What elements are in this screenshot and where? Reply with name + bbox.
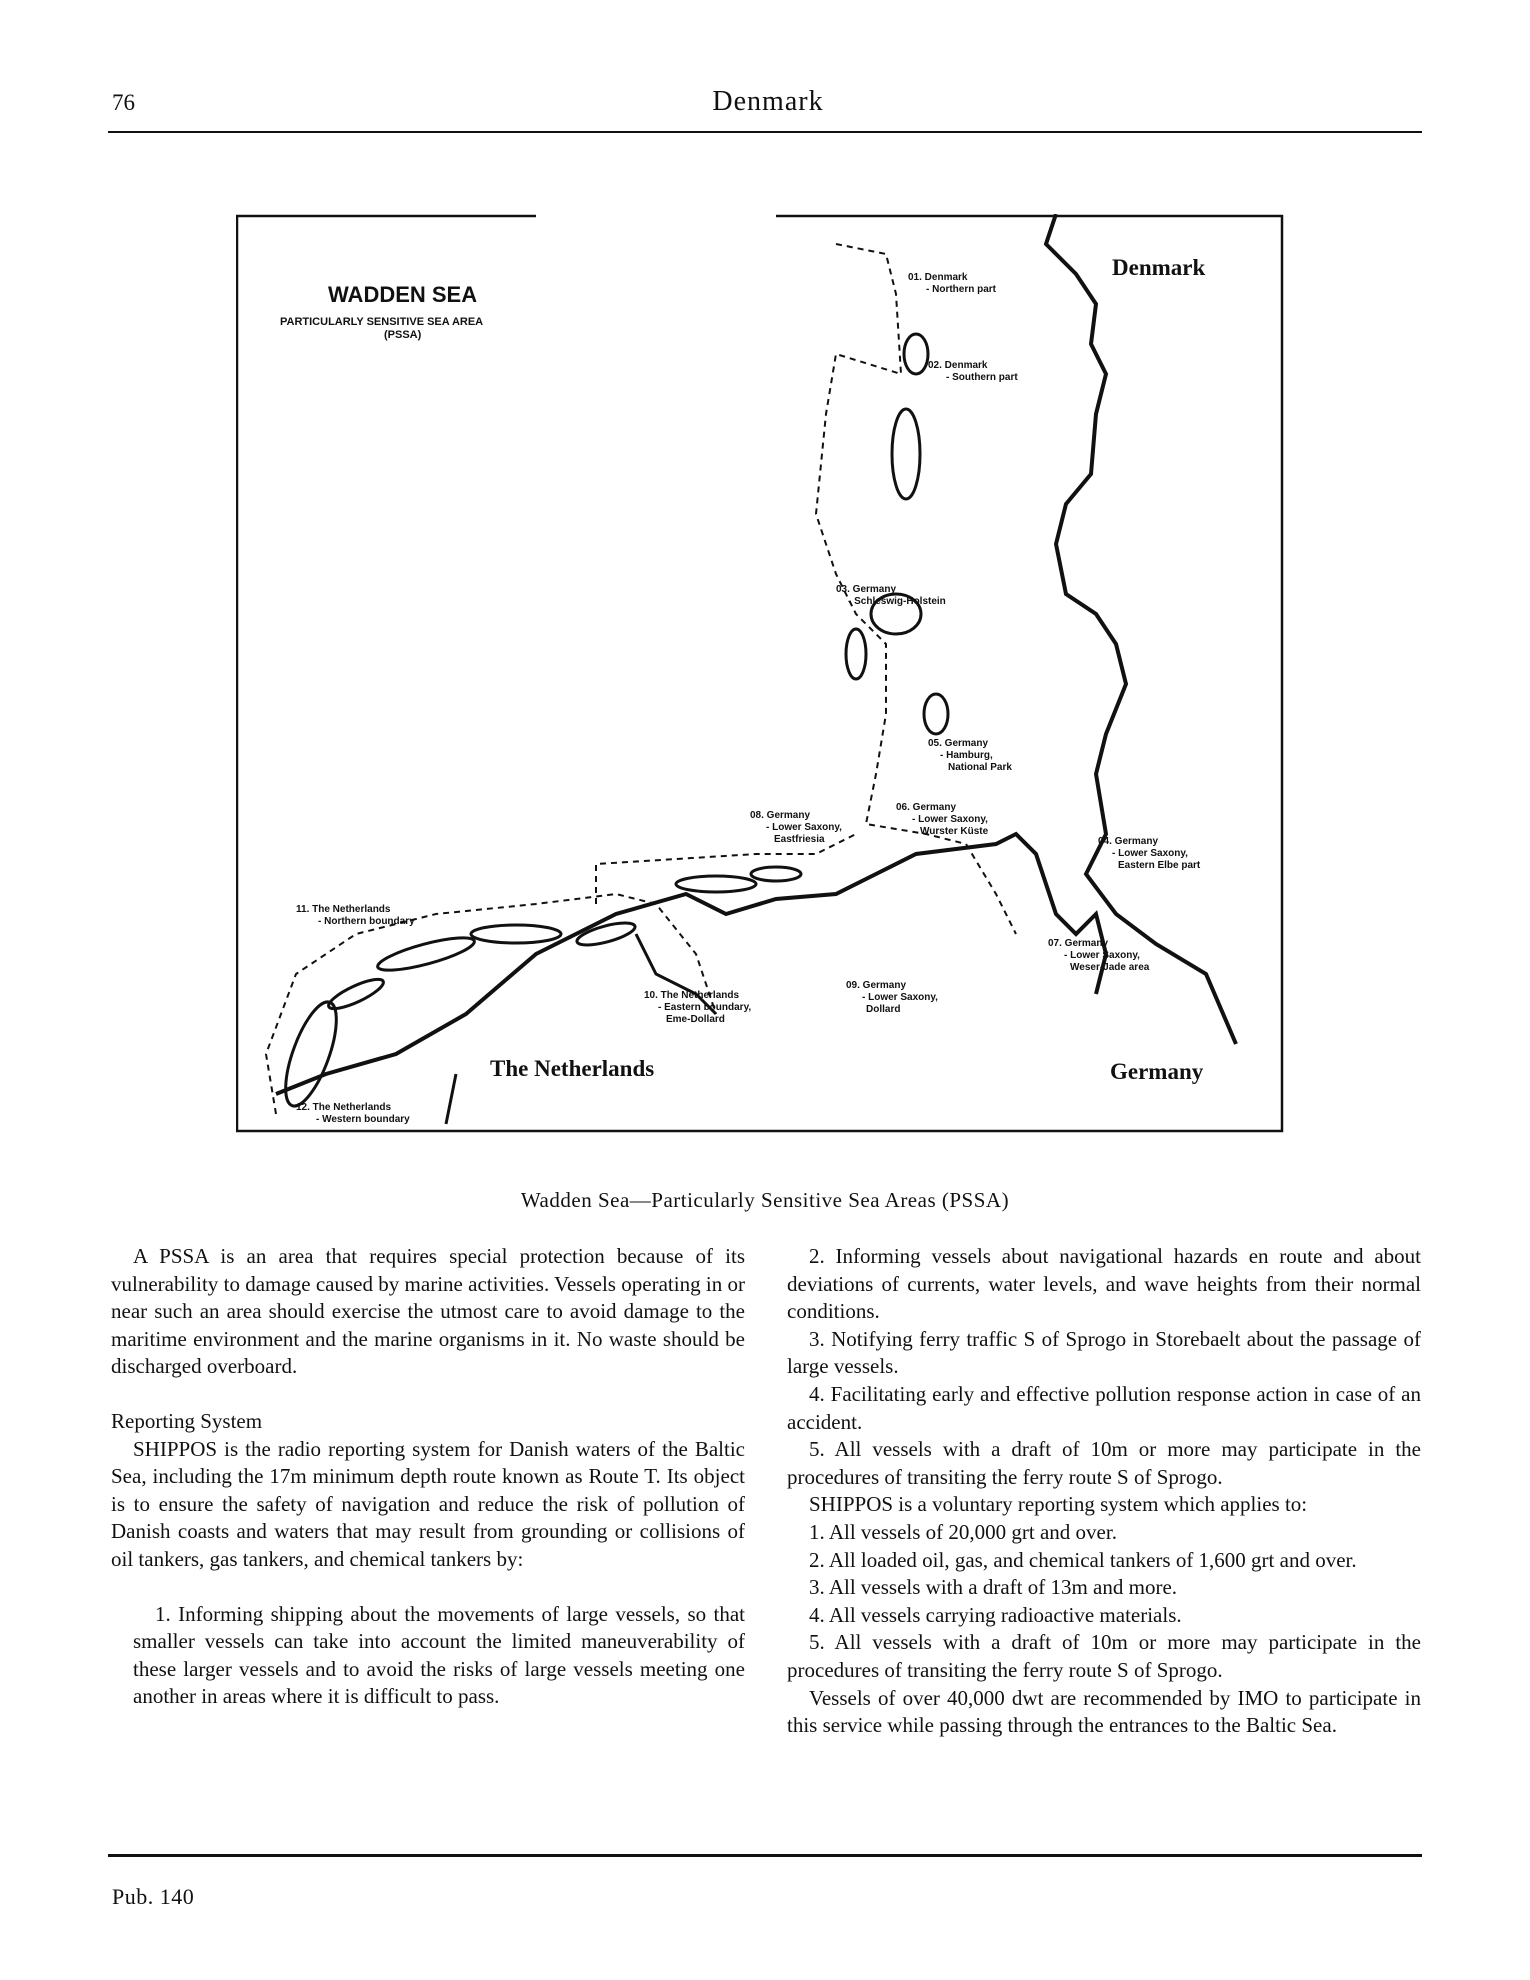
svg-text:- Lower Saxony,: - Lower Saxony, [912,814,988,825]
country-label-denmark: Denmark [1112,255,1206,280]
area-label-01 [908,272,997,295]
svg-text:09. Germany: 09. Germany [846,980,907,991]
svg-text:- Lower Saxony,: - Lower Saxony, [1112,848,1188,859]
area-label-03 [836,584,946,607]
left-column [111,1243,745,1711]
page-number: 76 [112,90,135,115]
svg-text:06. Germany: 06. Germany [896,802,957,813]
svg-text:12. The Netherlands: 12. The Netherlands [296,1102,392,1113]
area-label-04 [1098,836,1201,871]
list-item: 2. All loaded oil, gas, and chemical tankers of 1,600 grt and over. [809,1547,1357,1572]
svg-text:- Northern part: - Northern part [926,284,996,295]
applies-intro: SHIPPOS is a voluntary reporting system which applies to: [809,1492,1308,1517]
right-column [787,1243,1421,1740]
svg-text:- Southern part: - Southern part [946,372,1018,383]
svg-text:- Eastern boundary,: - Eastern boundary, [658,1002,752,1013]
svg-text:- Hamburg,: - Hamburg, [940,750,993,761]
list-item: 1. All vessels of 20,000 grt and over. [809,1519,1117,1544]
svg-text:- Lower Saxony,: - Lower Saxony, [1064,950,1140,961]
svg-text:08. Germany: 08. Germany [750,810,811,821]
running-title: Denmark [712,86,824,117]
list-item: 3. All vessels with a draft of 13m and more. [809,1575,1178,1600]
footer-rule [108,1854,1422,1857]
shippos-paragraph: SHIPPOS is the radio reporting system for Danish waters of the Baltic Sea, including the 17m minimum depth route known as Route T. Its object is to ensure the safety of navigation and reduce the risk of pollution of Danish coasts and waters that may result from grounding or collisions of oil tankers, gas tankers, and chemical tankers by: [111,1436,745,1571]
header-rule [108,131,1422,133]
map-subtitle: PARTICULARLY SENSITIVE SEA AREA [280,316,484,328]
svg-text:11. The Netherlands: 11. The Netherlands [296,904,391,915]
svg-text:Eme-Dollard: Eme-Dollard [666,1014,725,1025]
svg-text:02. Denmark: 02. Denmark [928,360,988,371]
svg-text:Eastfriesia: Eastfriesia [774,834,825,845]
svg-text:07. Germany: 07. Germany [1048,938,1109,949]
coastline-east [1046,214,1236,1044]
svg-text:- Northern boundary: - Northern boundary [318,916,415,927]
coastline-south [276,834,1109,1094]
country-label-germany: Germany [1110,1059,1204,1084]
svg-text:- Western boundary: - Western boundary [316,1114,410,1125]
list-item: 5. All vessels with a draft of 10m or more may participate in the procedures of transiting the ferry route S of Sprogo. [787,1437,1421,1489]
svg-text:10. The Netherlands: 10. The Netherlands [644,990,740,1001]
list-item: 2. Informing vessels about navigational hazards en route and about deviations of currents, water levels, and wave heights from their normal conditions. [787,1244,1421,1324]
area-label-02 [928,360,1018,383]
wadden-sea-map [236,214,1284,1134]
publication-number: Pub. 140 [112,1884,195,1909]
area-label-11 [296,904,415,927]
list-item: 1. Informing shipping about the movements of large vessels, so that smaller vessels can take into account the limited maneuverability of these larger vessels and to avoid the risks of large vessels meeting one another in areas where it is difficult to pass. [133,1601,745,1709]
svg-text:05. Germany: 05. Germany [928,738,989,749]
closing-paragraph: Vessels of over 40,000 dwt are recommended by IMO to participate in this service while passing through the entrances to the Baltic Sea. [787,1685,1421,1738]
pssa-paragraph: A PSSA is an area that requires special protection because of its vulnerability to damage caused by marine activities. Vessels operating in or near such an area should exercise the utmost care to avoid damage to the maritime environment and the marine organisms in it. No waste should be discharged overboard. [111,1244,745,1379]
svg-text:Weser-Jade area: Weser-Jade area [1070,962,1150,973]
list-item: 3. Notifying ferry traffic S of Sprogo in Storebaelt about the passage of large vessels. [787,1326,1421,1379]
map-subtitle-pssa: (PSSA) [384,329,422,341]
svg-text:01. Denmark: 01. Denmark [908,272,968,283]
area-label-08 [750,810,842,845]
figure-caption: Wadden Sea—Particularly Sensitive Sea Areas (PSSA) [520,1188,1010,1212]
map-title: WADDEN SEA [328,282,478,307]
islands [275,334,948,1112]
area-label-07 [1048,938,1150,973]
list-item: 4. All vessels carrying radioactive materials. [809,1602,1182,1627]
svg-text:- Lower Saxony,: - Lower Saxony, [862,992,938,1003]
svg-text:04. Germany: 04. Germany [1098,836,1159,847]
area-label-05 [928,738,1012,773]
svg-text:Wurster Küste: Wurster Küste [920,826,989,837]
svg-text:03. Germany: 03. Germany [836,584,897,595]
svg-text:Dollard: Dollard [866,1004,901,1015]
list-item: 5. All vessels with a draft of 10m or more may participate in the procedures of transiting the ferry route S of Sprogo. [787,1630,1421,1682]
country-label-netherlands: The Netherlands [490,1056,655,1081]
section-heading: Reporting System [111,1408,263,1433]
area-label-09 [846,980,938,1015]
svg-text:Eastern Elbe part: Eastern Elbe part [1118,860,1201,871]
area-label-06 [896,802,989,837]
area-label-10 [644,990,751,1025]
svg-text:- Schleswig-Holstein: - Schleswig-Holstein [848,596,946,607]
svg-text:- Lower Saxony,: - Lower Saxony, [766,822,842,833]
list-item: 4. Facilitating early and effective pollution response action in case of an accident. [787,1381,1421,1434]
area-label-12 [296,1102,410,1125]
svg-text:National Park: National Park [948,762,1012,773]
